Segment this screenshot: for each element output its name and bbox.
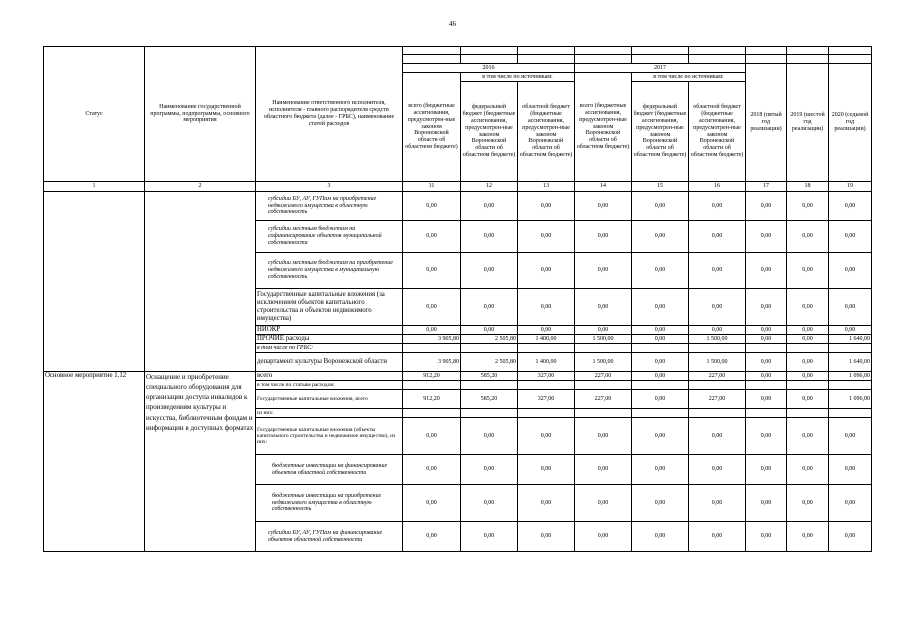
value-cell: 0,00 xyxy=(689,253,746,289)
row-label: субсидии БУ, АУ, ГУПам на финансирование объектов областной собственности xyxy=(256,522,403,552)
value-cell: 0,00 xyxy=(787,418,829,455)
status-cell: Основное мероприятие 1.12 xyxy=(44,372,145,552)
value-cell: 0,00 xyxy=(829,455,872,485)
value-cell: 227,00 xyxy=(689,372,746,381)
value-cell: 3 905,80 xyxy=(403,335,461,344)
value-cell: 0,00 xyxy=(575,326,632,335)
row-label: Государственные капитальные вложения, всего xyxy=(256,390,403,409)
value-cell: 0,00 xyxy=(403,326,461,335)
value-cell: 0,00 xyxy=(461,192,518,221)
value-cell: 0,00 xyxy=(689,522,746,552)
value-cell: 0,00 xyxy=(518,221,575,253)
header-sources-2016: в том числе по источникам: xyxy=(461,73,575,82)
value-cell: 0,00 xyxy=(787,390,829,409)
header-year-2016: 2016 xyxy=(403,64,575,73)
value-cell: 0,00 xyxy=(829,289,872,326)
value-cell: 0,00 xyxy=(403,522,461,552)
status-cell-empty xyxy=(44,192,145,372)
value-cell: 0,00 xyxy=(829,522,872,552)
value-cell: 0,00 xyxy=(518,485,575,522)
column-number: 14 xyxy=(575,182,632,192)
row-label: субсидии БУ, АУ, ГУПам на приобретение недвижимого имущества в областную собственность xyxy=(256,192,403,221)
row-label: Государственные капитальные вложения (объекты капитального строительства и недвижимое имущество), из них: xyxy=(256,418,403,455)
value-cell: 0,00 xyxy=(575,221,632,253)
value-cell: 0,00 xyxy=(632,289,689,326)
value-cell: 0,00 xyxy=(518,455,575,485)
value-cell: 0,00 xyxy=(461,221,518,253)
value-cell: 0,00 xyxy=(829,192,872,221)
value-cell: 0,00 xyxy=(689,485,746,522)
value-cell: 0,00 xyxy=(746,335,787,344)
value-cell: 0,00 xyxy=(518,418,575,455)
value-cell: 0,00 xyxy=(746,455,787,485)
header-2020: 2020 (седьмой год реализации) xyxy=(829,64,872,182)
program-name-cell: Оснащение и приобретение специального оборудования для организации доступа инвалидов к произведениям культуры и искусства, библиотечным фондам и информации в доступных форматах xyxy=(145,372,256,552)
header-sources-2017: в том числе по источникам: xyxy=(632,73,746,82)
value-cell: 1 500,00 xyxy=(689,353,746,372)
value-cell: 0,00 xyxy=(632,326,689,335)
value-cell: 1 500,00 xyxy=(575,353,632,372)
header-regional-2016: областной бюджет (бюджетные ассигнования, предусмотрен-ные законом Воронежской области об областном бюджете) xyxy=(518,82,575,182)
value-cell: 0,00 xyxy=(632,390,689,409)
value-cell: 0,00 xyxy=(632,522,689,552)
value-cell: 327,00 xyxy=(518,390,575,409)
value-cell: 0,00 xyxy=(461,455,518,485)
table-row xyxy=(44,192,872,221)
value-cell: 2 505,80 xyxy=(461,353,518,372)
value-cell: 0,00 xyxy=(787,522,829,552)
value-cell: 0,00 xyxy=(403,221,461,253)
row-label: бюджетные инвестиции на финансирование объектов областной собственности xyxy=(256,455,403,485)
value-cell: 1 400,00 xyxy=(518,353,575,372)
value-cell: 0,00 xyxy=(787,485,829,522)
value-cell: 0,00 xyxy=(787,335,829,344)
value-cell: 0,00 xyxy=(787,221,829,253)
column-number: 13 xyxy=(518,182,575,192)
value-cell: 0,00 xyxy=(575,289,632,326)
value-cell: 0,00 xyxy=(403,418,461,455)
value-cell: 1 500,00 xyxy=(575,335,632,344)
value-cell: 0,00 xyxy=(746,253,787,289)
row-label: ПРОЧИЕ расходы xyxy=(256,335,403,344)
header-program-name: Наименование государственной программы, подпрограммы, основного мероприятия xyxy=(145,47,256,182)
value-cell: 0,00 xyxy=(403,289,461,326)
header-total-2016: всего (бюджетные ассигнования, предусмотрен-ные законом Воронежской области об областном бюджете) xyxy=(403,73,461,182)
value-cell: 0,00 xyxy=(689,289,746,326)
column-number: 19 xyxy=(829,182,872,192)
column-number: 16 xyxy=(689,182,746,192)
value-cell: 0,00 xyxy=(689,455,746,485)
row-label: НИОКР xyxy=(256,326,403,335)
value-cell: 0,00 xyxy=(632,335,689,344)
value-cell: 0,00 xyxy=(403,253,461,289)
value-cell: 912,20 xyxy=(403,372,461,381)
row-label: всего xyxy=(256,372,403,381)
value-cell: 0,00 xyxy=(829,418,872,455)
value-cell: 0,00 xyxy=(689,326,746,335)
value-cell: 0,00 xyxy=(575,455,632,485)
row-label: субсидии местным бюджетам на софинансирование объектов муниципальной собственности xyxy=(256,221,403,253)
value-cell: 0,00 xyxy=(632,253,689,289)
value-cell: 0,00 xyxy=(461,326,518,335)
row-label: субсидии местным бюджетам на приобретение недвижимого имущества в муниципальную собственность xyxy=(256,253,403,289)
value-cell: 0,00 xyxy=(787,326,829,335)
value-cell: 0,00 xyxy=(518,326,575,335)
value-cell: 0,00 xyxy=(461,289,518,326)
row-label: бюджетные инвестиции на приобретение недвижимого имущества в областную собственность xyxy=(256,485,403,522)
value-cell: 0,00 xyxy=(829,253,872,289)
header-total-2017: всего (бюджетные ассигнования, предусмотрен-ные законом Воронежской области об областном бюджете) xyxy=(575,73,632,182)
value-cell: 0,00 xyxy=(632,372,689,381)
value-cell: 0,00 xyxy=(829,221,872,253)
value-cell: 0,00 xyxy=(689,418,746,455)
value-cell: 0,00 xyxy=(787,253,829,289)
value-cell: 0,00 xyxy=(518,253,575,289)
value-cell: 0,00 xyxy=(518,192,575,221)
value-cell: 0,00 xyxy=(689,192,746,221)
header-2019: 2019 (шестой год реализации) xyxy=(787,64,829,182)
column-number: 18 xyxy=(787,182,829,192)
value-cell: 0,00 xyxy=(461,418,518,455)
header-status: Статус xyxy=(44,47,145,182)
budget-table xyxy=(43,46,872,552)
value-cell: 0,00 xyxy=(575,192,632,221)
header-executor: Наименование ответственного исполнителя, исполнителя - главного распорядителя средств областного бюджета (далее - ГРБС), наименование статей расходов xyxy=(256,47,403,182)
value-cell: 2 505,80 xyxy=(461,335,518,344)
value-cell: 0,00 xyxy=(746,353,787,372)
value-cell: 0,00 xyxy=(787,353,829,372)
header-regional-2017: областной бюджет (бюджетные ассигнования, предусмотрен-ные законом Воронежской области об областном бюджете) xyxy=(689,82,746,182)
column-number: 3 xyxy=(256,182,403,192)
value-cell: 0,00 xyxy=(575,418,632,455)
value-cell: 585,20 xyxy=(461,390,518,409)
value-cell: 0,00 xyxy=(461,522,518,552)
value-cell: 0,00 xyxy=(632,192,689,221)
value-cell: 227,00 xyxy=(689,390,746,409)
value-cell: 1 400,00 xyxy=(518,335,575,344)
value-cell: 227,00 xyxy=(575,390,632,409)
value-cell: 1 640,00 xyxy=(829,335,872,344)
value-cell: 0,00 xyxy=(403,192,461,221)
value-cell: 0,00 xyxy=(746,221,787,253)
value-cell: 227,00 xyxy=(575,372,632,381)
row-label: в том числе по статьям расходов: xyxy=(256,381,403,390)
value-cell: 0,00 xyxy=(746,522,787,552)
value-cell: 0,00 xyxy=(632,418,689,455)
value-cell: 0,00 xyxy=(746,485,787,522)
value-cell: 0,00 xyxy=(461,253,518,289)
column-number: 2 xyxy=(145,182,256,192)
header-federal-2017: федеральный бюджет (бюджетные ассигнования, предусмотрен-ные законом Воронежской области об областном бюджете) xyxy=(632,82,689,182)
value-cell: 0,00 xyxy=(746,418,787,455)
value-cell: 0,00 xyxy=(518,522,575,552)
page-number: 46 xyxy=(449,20,456,28)
value-cell: 0,00 xyxy=(575,253,632,289)
value-cell: 0,00 xyxy=(746,192,787,221)
value-cell: 0,00 xyxy=(461,485,518,522)
value-cell: 0,00 xyxy=(632,485,689,522)
value-cell: 0,00 xyxy=(746,289,787,326)
row-label: в том числе по ГРБС: xyxy=(256,344,403,353)
value-cell: 0,00 xyxy=(787,192,829,221)
row-label: из них: xyxy=(256,409,403,418)
value-cell: 585,20 xyxy=(461,372,518,381)
value-cell: 0,00 xyxy=(787,455,829,485)
table-row xyxy=(44,372,872,381)
header-2018: 2018 (пятый год реализации) xyxy=(746,64,787,182)
value-cell: 1 096,00 xyxy=(829,372,872,381)
value-cell: 0,00 xyxy=(403,485,461,522)
value-cell: 3 905,80 xyxy=(403,353,461,372)
value-cell: 0,00 xyxy=(518,289,575,326)
value-cell: 0,00 xyxy=(403,455,461,485)
column-number: 15 xyxy=(632,182,689,192)
value-cell: 0,00 xyxy=(689,221,746,253)
value-cell: 0,00 xyxy=(787,372,829,381)
column-number: 11 xyxy=(403,182,461,192)
value-cell: 0,00 xyxy=(787,289,829,326)
row-label: департамент культуры Воронежской области xyxy=(256,353,403,372)
column-number: 17 xyxy=(746,182,787,192)
value-cell: 0,00 xyxy=(829,326,872,335)
header-federal-2016: федеральный бюджет (бюджетные ассигнования, предусмотрен-ные законом Воронежской области об областном бюджете) xyxy=(461,82,518,182)
value-cell: 327,00 xyxy=(518,372,575,381)
value-cell: 0,00 xyxy=(746,390,787,409)
value-cell: 0,00 xyxy=(575,485,632,522)
column-number: 12 xyxy=(461,182,518,192)
value-cell: 912,20 xyxy=(403,390,461,409)
value-cell: 0,00 xyxy=(632,455,689,485)
value-cell: 0,00 xyxy=(632,353,689,372)
value-cell: 1 500,00 xyxy=(689,335,746,344)
row-label: Государственные капитальные вложения (за исключением объектов капитального строительства и объектов недвижимого имущества) xyxy=(256,289,403,326)
value-cell: 0,00 xyxy=(746,372,787,381)
value-cell: 1 640,00 xyxy=(829,353,872,372)
column-numbers-row xyxy=(44,182,872,192)
value-cell: 0,00 xyxy=(632,221,689,253)
program-cell-empty xyxy=(145,192,256,372)
value-cell: 0,00 xyxy=(746,326,787,335)
value-cell: 1 096,00 xyxy=(829,390,872,409)
header-year-2017: 2017 xyxy=(575,64,746,73)
value-cell: 0,00 xyxy=(575,522,632,552)
value-cell: 0,00 xyxy=(829,485,872,522)
column-number: 1 xyxy=(44,182,145,192)
